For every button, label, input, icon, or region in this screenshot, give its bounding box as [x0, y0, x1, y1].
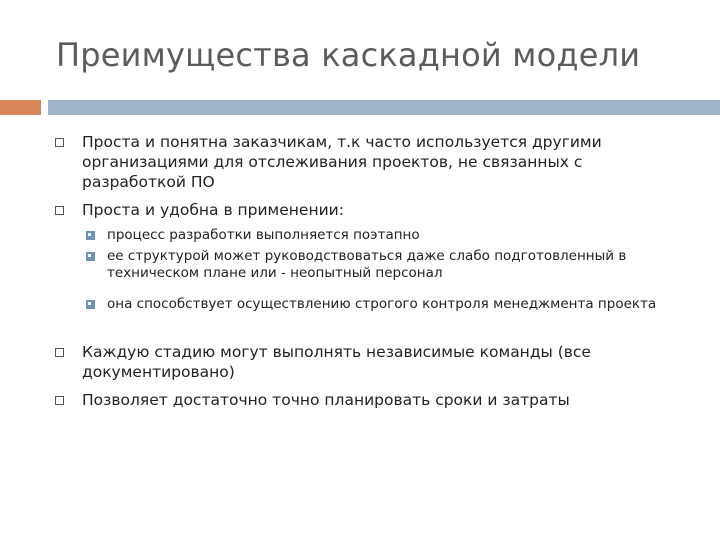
square-bullet-icon	[86, 252, 95, 261]
list-item: Позволяет достаточно точно планировать сроки и затраты	[82, 391, 570, 409]
sub-list-item: процесс разработки выполняется поэтапно	[107, 227, 420, 243]
list-item: Проста и понятна заказчикам, т.к часто используется другими организациями для отслеживания проектов, не связанных с разработкой ПО	[82, 133, 602, 191]
list-item: Проста и удобна в применении:	[82, 201, 344, 219]
checkbox-bullet-icon	[55, 206, 64, 215]
square-bullet-icon	[86, 300, 95, 309]
sub-list-item: она способствует осуществлению строгого контроля менеджмента проекта	[107, 296, 657, 312]
square-bullet-icon	[86, 231, 95, 240]
checkbox-bullet-icon	[55, 348, 64, 357]
list-item: Каждую стадию могут выполнять независимые команды (все документировано)	[82, 343, 591, 381]
slide-title: Преимущества каскадной модели	[56, 36, 641, 74]
checkbox-bullet-icon	[55, 138, 64, 147]
checkbox-bullet-icon	[55, 396, 64, 405]
sub-list-item: ее структурой может руководствоваться даже слабо подготовленный в техническом плане или - неопытный персонал	[107, 248, 627, 281]
